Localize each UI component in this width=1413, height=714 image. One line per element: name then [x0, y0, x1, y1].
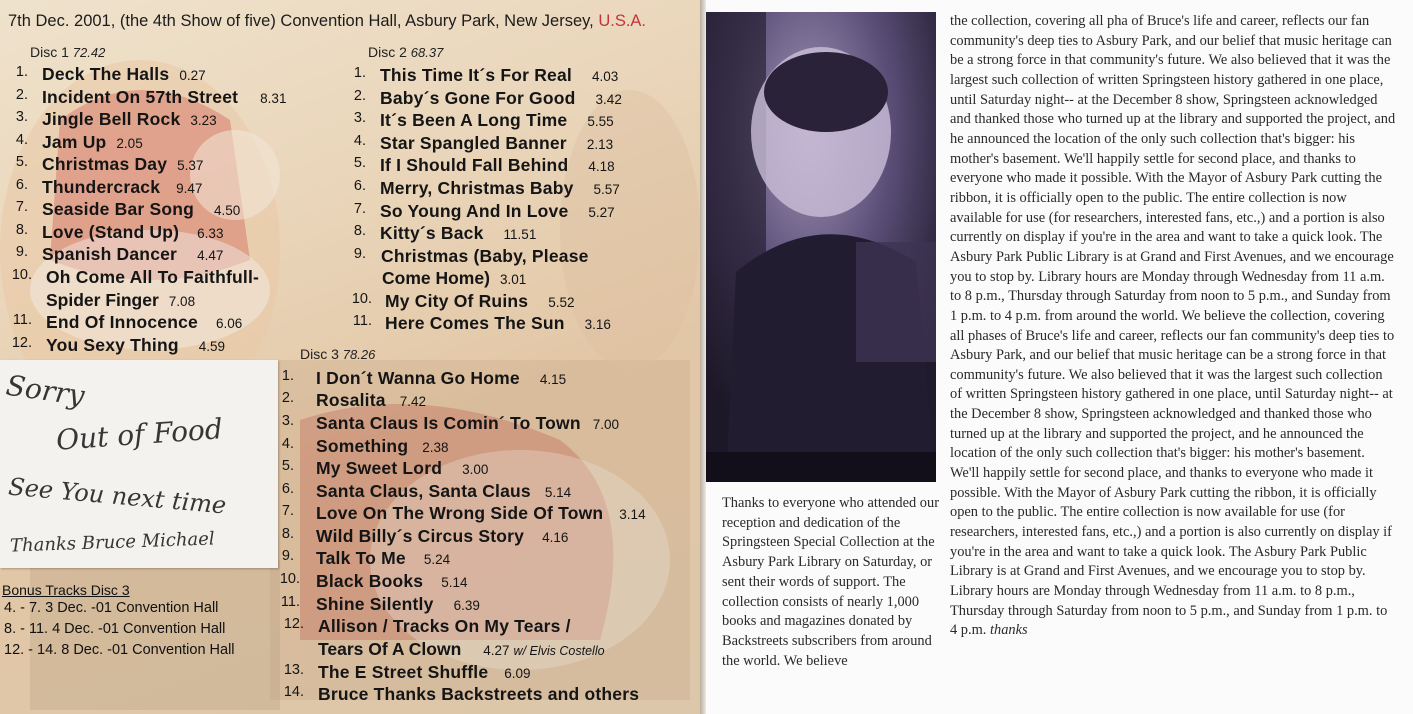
track-number: 2. — [15, 87, 28, 103]
track-number: 7. — [281, 503, 294, 519]
track-duration: 3.14 — [619, 507, 646, 522]
track-title: My Sweet Lord — [316, 458, 443, 478]
track-title: Santa Claus Is Comin´ To Town — [316, 413, 581, 433]
disc3-label: Disc 3 — [300, 346, 339, 362]
performer-photo — [706, 12, 936, 482]
track-number: 5. — [353, 155, 366, 171]
track-duration: 6.06 — [215, 316, 243, 331]
track-number: 2. — [281, 390, 294, 406]
track-title: Deck The Halls — [42, 64, 170, 84]
track-number: 1. — [353, 65, 366, 81]
track-title: Spanish Dancer — [42, 244, 178, 264]
track-number: 10. — [279, 571, 300, 587]
track-number: 14. — [283, 684, 304, 700]
track-title: Wild Billy´s Circus Story — [316, 526, 525, 546]
track-duration: 4.59 — [198, 339, 226, 354]
track-duration: 2.13 — [586, 137, 614, 152]
track-title: The E Street Shuffle — [318, 662, 489, 682]
track-number: 9. — [281, 548, 294, 564]
track-number: 1. — [15, 64, 28, 80]
track-title: Come Home) — [382, 268, 490, 288]
track-duration: 5.14 — [441, 575, 468, 590]
article-signoff: thanks — [990, 622, 1028, 639]
track-title: Here Comes The Sun — [385, 313, 565, 333]
track-number: 5. — [281, 458, 294, 474]
header-country: U.S.A. — [598, 12, 646, 30]
track-duration: 6.39 — [453, 598, 480, 613]
bonus-row: 4. - 7. 3 Dec. -01 Convention Hall — [4, 600, 219, 616]
track-duration: 4.50 — [214, 203, 241, 218]
disc2-time: 68.37 — [410, 45, 444, 60]
track-duration: 4.47 — [197, 248, 224, 263]
track-duration: 5.57 — [593, 182, 620, 197]
track-number: 13. — [283, 662, 304, 678]
track-title: Baby´s Gone For Good — [380, 88, 576, 108]
track-title: Black Books — [316, 571, 424, 591]
track-duration: 3.00 — [462, 462, 489, 477]
track-duration: 3.42 — [595, 92, 622, 107]
track-number: 11. — [352, 313, 372, 329]
track-title: Kitty´s Back — [380, 223, 484, 243]
track-duration: 5.14 — [544, 485, 572, 500]
track-number: 3. — [15, 109, 28, 125]
track-number: 8. — [15, 222, 28, 238]
track-title: Shine Silently — [316, 594, 434, 614]
disc1-label: Disc 1 — [30, 44, 69, 60]
track-title: My City Of Ruins — [385, 291, 529, 311]
track-title: Thundercrack — [42, 177, 161, 197]
insert-left-panel — [0, 0, 700, 714]
track-duration: 3.16 — [584, 317, 611, 332]
handwritten-note — [0, 360, 278, 568]
track-title: I Don´t Wanna Go Home — [316, 368, 520, 388]
track-title: Jam Up — [42, 132, 107, 152]
track-duration: 9.47 — [176, 181, 203, 196]
track-continuation — [382, 268, 526, 289]
track-title: Something — [316, 436, 409, 456]
track-title: Spider Finger — [46, 290, 159, 310]
track-duration: 5.24 — [423, 552, 451, 567]
track-duration: 5.27 — [588, 205, 615, 220]
track-number: 9. — [15, 244, 28, 260]
show-header — [8, 12, 646, 31]
track-number: 8. — [353, 223, 366, 239]
track-number: 4. — [353, 133, 366, 149]
track-number: 1. — [281, 368, 294, 384]
disc3-time: 78.26 — [342, 347, 376, 362]
bonus-row: 12. - 14. 8 Dec. -01 Convention Hall — [4, 642, 235, 658]
disc3-title — [300, 346, 375, 362]
track-title: You Sexy Thing — [46, 335, 179, 355]
track-duration: 4.15 — [539, 372, 567, 387]
bonus-row: 8. - 11. 4 Dec. -01 Convention Hall — [4, 621, 226, 637]
track-continuation — [46, 290, 195, 311]
track-title: Oh Come All To Faithfull- — [46, 267, 260, 287]
track-number: 11. — [12, 312, 32, 328]
track-number: 6. — [281, 481, 294, 497]
track-number: 11. — [280, 594, 300, 610]
track-title: Incident On 57th Street — [42, 87, 239, 107]
track-number: 7. — [15, 199, 28, 215]
track-duration: 4.18 — [588, 159, 615, 174]
track-title: Seaside Bar Song — [42, 199, 195, 219]
guest-note: w/ Elvis Costello — [513, 644, 605, 658]
track-duration: 7.08 — [168, 294, 196, 309]
track-title: If I Should Fall Behind — [380, 155, 569, 175]
track-title: This Time It´s For Real — [380, 65, 572, 85]
track-title: Christmas Day — [42, 154, 168, 174]
track-number: 2. — [353, 88, 366, 104]
track-title: It´s Been A Long Time — [380, 110, 568, 130]
track-title: Bruce Thanks Backstreets and others — [318, 684, 640, 704]
track-title: Rosalita — [316, 390, 386, 410]
photo-caption: Thanks to everyone who attended our reception and dedication of the Springsteen Special Collection at the Asbury Park Library on Saturday, or sent their words of support. The collection consists of nearly 1,000 books and magazines donated by Backstreets subscribers from around the world. We believe — [722, 495, 939, 669]
disc1-time: 72.42 — [72, 45, 106, 60]
track-title: Talk To Me — [316, 548, 406, 568]
track-title: Allison / Tracks On My Tears / — [318, 616, 571, 636]
track-duration: 2.38 — [422, 440, 449, 455]
note-line-food: Out of Food — [55, 412, 224, 457]
track-duration: 7.42 — [399, 394, 426, 409]
track-duration: 6.09 — [504, 666, 531, 681]
disc2-title — [368, 44, 443, 60]
track-title: Love On The Wrong Side Of Town — [316, 503, 604, 523]
track-number: 4. — [15, 132, 28, 148]
note-line-sorry: Sorry — [4, 368, 87, 413]
track-number: 6. — [15, 177, 28, 193]
track-number: 12. — [11, 335, 32, 351]
header-text: 7th Dec. 2001, (the 4th Show of five) Convention Hall, Asbury Park, New Jersey, — [8, 12, 599, 30]
track-number: 4. — [281, 436, 294, 452]
track-title: Santa Claus, Santa Claus — [316, 481, 531, 501]
track-number: 9. — [353, 246, 366, 262]
track-number: 3. — [281, 413, 294, 429]
track-duration: 3.23 — [190, 113, 217, 128]
performer-photo-image — [706, 12, 936, 482]
track-title: Star Spangled Banner — [380, 133, 567, 153]
article-text — [950, 12, 1396, 641]
track-title: Love (Stand Up) — [42, 222, 180, 242]
track-duration: 5.37 — [177, 158, 204, 173]
article-body: the collection, covering all pha of Bruce's life and career, reflects our fan community's deep ties to Asbury Park, and our belief that music heritage can be a strong force in that community's future. We also believed that it was the largest such collection of written Springsteen history gathered in one place, until Saturday night-- at the December 8 show, Springsteen acknowledged and thanked those who turned up at the library and supported the project, and he announced the location of the only such collection that's bigger: his mother's basement. We'll happily settle for second place, and thanks to everyone who made it possible. With the Mayor of Asbury Park cutting the ribbon, it is officially open to the public. The entire collection is now available for use (for researchers, interested fans, etc.,) and a portion is also currently on display if you're in the area and want to take a quick look. The Asbury Park Public Library is at Grand and First Avenues, and we encourage you to stop by. Library hours are Monday through Wednesday from 11 a.m. to 8 p.m., Thursday through Saturday from noon to 5 p.m., and Sunday from 1 p.m. to 4 p.m. from around the world. We believe the collection, covering all phases of Bruce's life and career, reflects our fan community's deep ties to Asbury Park, and our belief that music heritage can be a strong force in that community's future. We also believed that it was the largest such collection of written Springsteen history gathered in one place, until Saturday night-- at the December 8 show, Springsteen acknowledged and thanked those who turned up at the library and supported the project, and he announced the location of the only such collection that's bigger: his mother's basement. We'll happily settle for second place, and thanks to everyone who made it possible. With the Mayor of Asbury Park cutting the ribbon, it is officially open to the public. The entire collection is now available for use (for researchers, interested fans, etc.,) and a portion is also currently on display if you're in the area and want to take a quick look. The Asbury Park Public Library is at Grand and First Avenues, and we encourage you to stop by. Library hours are Monday through Wednesday from 11 a.m. to 8 p.m., Thursday through Saturday from noon to 5 p.m., and Sunday from 1 p.m. to 4 p.m. — [950, 13, 1396, 639]
track-duration: 2.05 — [116, 136, 143, 151]
track-number: 6. — [353, 178, 366, 194]
track-number: 12. — [283, 616, 304, 632]
track-number: 10. — [351, 291, 372, 307]
track-duration: 4.03 — [591, 69, 619, 84]
track-number: 3. — [353, 110, 366, 126]
track-duration: 7.00 — [592, 417, 620, 432]
track-duration: 0.27 — [179, 68, 206, 83]
track-duration: 5.55 — [587, 114, 614, 129]
track-title: End Of Innocence — [46, 312, 198, 332]
bonus-title: Bonus Tracks Disc 3 — [2, 582, 130, 598]
track-duration: 6.33 — [197, 226, 224, 241]
disc2-label: Disc 2 — [368, 44, 407, 60]
track-duration: 4.27 — [483, 643, 510, 658]
track-duration: 5.52 — [548, 295, 575, 310]
note-line-thanks: Thanks Bruce Michael — [9, 528, 215, 557]
note-line-see-you: See You next time — [7, 472, 228, 520]
track-duration: 3.01 — [499, 272, 527, 287]
track-number: 7. — [353, 201, 366, 217]
track-title: Merry, Christmas Baby — [380, 178, 574, 198]
track-title: Christmas (Baby, Please — [381, 246, 589, 266]
disc1-title — [30, 44, 105, 60]
track-title: So Young And In Love — [380, 201, 569, 221]
track-duration: 8.31 — [260, 91, 287, 106]
track-number: 8. — [281, 526, 294, 542]
track-continuation — [318, 639, 605, 660]
track-title: Tears Of A Clown — [318, 639, 462, 659]
track-title: Jingle Bell Rock — [42, 109, 181, 129]
track-number: 10. — [11, 267, 32, 283]
track-duration: 11.51 — [503, 227, 537, 242]
track-number: 5. — [15, 154, 28, 170]
track-duration: 4.16 — [542, 530, 569, 545]
